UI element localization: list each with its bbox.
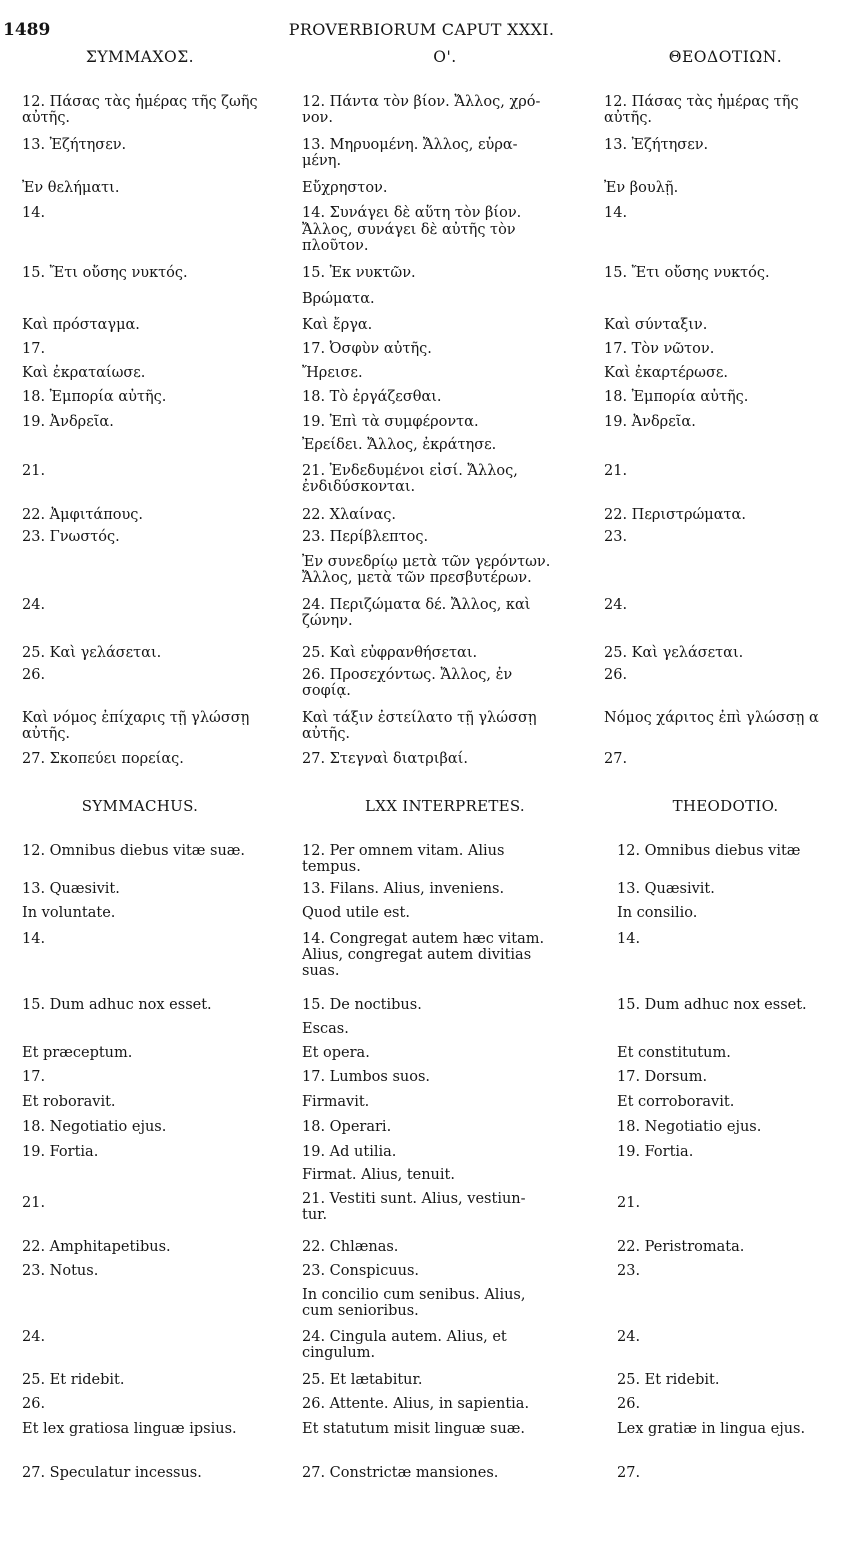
latin-lxx-line: tur.	[302, 1207, 328, 1223]
latin-theodotion-line: 25. Et ridebit.	[617, 1372, 720, 1388]
greek-symmachus-line: 12. Πάσας τὰς ἡμέρας τῆς ζωῆς	[22, 94, 258, 110]
greek-theodotion-line: 22. Περιστρώματα.	[604, 507, 746, 523]
latin-lxx-line: 23. Conspicuus.	[302, 1263, 420, 1279]
latin-theodotion-line: 22. Peristromata.	[617, 1239, 745, 1255]
greek-symmachus-line: Καὶ πρόσταγμα.	[22, 317, 140, 333]
greek-theodotion-line: 27.	[604, 751, 628, 767]
page-number: 1489	[3, 20, 51, 40]
latin-theodotion-line: 21.	[617, 1195, 641, 1211]
latin-lxx-line: cum senioribus.	[302, 1303, 419, 1319]
latin-theodotion-line: 14.	[617, 931, 641, 947]
greek-theodotion-line: 23.	[604, 529, 628, 545]
greek-theodotion-line: 24.	[604, 597, 628, 613]
latin-theodotion-line: 26.	[617, 1396, 641, 1412]
greek-lxx-line: 13. Μηρυομένη. Ἄλλος, εὑρα-	[302, 137, 518, 153]
greek-heading-theodotion: ΘΕΟΔΟΤΙΩΝ.	[668, 48, 783, 66]
greek-lxx-line: 23. Περίβλεπτος.	[302, 529, 429, 545]
greek-symmachus-line: Ἐν θελήματι.	[22, 180, 120, 196]
latin-symmachus-line: 19. Fortia.	[22, 1144, 99, 1160]
greek-lxx-line: Ἄλλος, μετὰ τῶν πρεσβυτέρων.	[302, 570, 532, 586]
latin-symmachus-line: In voluntate.	[22, 905, 116, 921]
greek-symmachus-line: Καὶ νόμος ἐπίχαρις τῇ γλώσσῃ	[22, 710, 250, 726]
greek-theodotion-line: αὐτῆς.	[604, 110, 653, 126]
greek-symmachus-line: Καὶ ἐκραταίωσε.	[22, 365, 146, 381]
greek-lxx-line: πλοῦτον.	[302, 238, 369, 254]
latin-symmachus-line: 14.	[22, 931, 46, 947]
greek-lxx-line: 15. Ἐκ νυκτῶν.	[302, 265, 416, 281]
latin-theodotion-line: Et corroboravit.	[617, 1094, 735, 1110]
latin-theodotion-line: 27.	[617, 1465, 641, 1481]
greek-lxx-line: Εὔχρηστον.	[302, 180, 388, 196]
greek-symmachus-line: 18. Ἐμπορία αὐτῆς.	[22, 389, 167, 405]
latin-lxx-line: Quod utile est.	[302, 905, 410, 921]
latin-lxx-line: In concilio cum senibus. Alius,	[302, 1287, 526, 1303]
latin-theodotion-line: 15. Dum adhuc nox esset.	[617, 997, 807, 1013]
greek-theodotion-line: 18. Ἐμπορία αὐτῆς.	[604, 389, 749, 405]
latin-lxx-line: suas.	[302, 963, 340, 979]
greek-theodotion-line: 25. Καὶ γελάσεται.	[604, 645, 744, 661]
greek-symmachus-line: 13. Ἐζήτησεν.	[22, 137, 127, 153]
greek-symmachus-line: αὐτῆς.	[22, 110, 71, 126]
latin-symmachus-line: 22. Amphitapetibus.	[22, 1239, 171, 1255]
greek-lxx-line: ζώνην.	[302, 613, 353, 629]
latin-heading-theodotion: THEODOTIO.	[672, 797, 779, 815]
greek-theodotion-line: 12. Πάσας τὰς ἡμέρας τῆς	[604, 94, 799, 110]
greek-lxx-line: 19. Ἐπὶ τὰ συμφέροντα.	[302, 414, 479, 430]
greek-symmachus-line: 26.	[22, 667, 46, 683]
latin-lxx-line: 19. Ad utilia.	[302, 1144, 397, 1160]
greek-lxx-line: Ἐρείδει. Ἄλλος, ἐκράτησε.	[302, 437, 497, 453]
latin-symmachus-line: 18. Negotiatio ejus.	[22, 1119, 167, 1135]
greek-symmachus-line: 23. Γνωστός.	[22, 529, 120, 545]
greek-lxx-line: 17. Ὀσφὺν αὐτῆς.	[302, 341, 432, 357]
greek-symmachus-line: 17.	[22, 341, 46, 357]
greek-lxx-line: Ἐν συνεδρίῳ μετὰ τῶν γερόντων.	[302, 554, 551, 570]
latin-lxx-line: Firmavit.	[302, 1094, 370, 1110]
greek-theodotion-line: Νόμος χάριτος ἐπὶ γλώσσῃ α	[604, 710, 819, 726]
latin-symmachus-line: 27. Speculatur incessus.	[22, 1465, 202, 1481]
greek-lxx-line: 25. Καὶ εὐφρανθήσεται.	[302, 645, 478, 661]
latin-lxx-line: 13. Filans. Alius, inveniens.	[302, 881, 505, 897]
greek-theodotion-line: 14.	[604, 205, 628, 221]
latin-symmachus-line: 13. Quæsivit.	[22, 881, 120, 897]
greek-lxx-line: 14. Συνάγει δὲ αὕτη τὸν βίον.	[302, 205, 522, 221]
greek-symmachus-line: αὐτῆς.	[22, 726, 71, 742]
latin-theodotion-line: 23.	[617, 1263, 641, 1279]
latin-lxx-line: 25. Et lætabitur.	[302, 1372, 423, 1388]
greek-theodotion-line: 15. Ἔτι οὔσης νυκτός.	[604, 265, 770, 281]
latin-lxx-line: 18. Operari.	[302, 1119, 392, 1135]
greek-heading-lxx: Ο'.	[433, 48, 457, 66]
greek-lxx-line: 27. Στεγναὶ διατριβαί.	[302, 751, 468, 767]
latin-symmachus-line: 12. Omnibus diebus vitæ suæ.	[22, 843, 246, 859]
latin-symmachus-line: 25. Et ridebit.	[22, 1372, 125, 1388]
latin-lxx-line: 24. Cingula autem. Alius, et	[302, 1329, 507, 1345]
greek-lxx-line: 26. Προσεχόντως. Ἄλλος, ἐν	[302, 667, 513, 683]
latin-lxx-line: 21. Vestiti sunt. Alius, vestiun-	[302, 1191, 526, 1207]
latin-lxx-line: tempus.	[302, 859, 361, 875]
greek-theodotion-line: Καὶ σύνταξιν.	[604, 317, 708, 333]
latin-lxx-line: Firmat. Alius, tenuit.	[302, 1167, 455, 1183]
latin-symmachus-line: 24.	[22, 1329, 46, 1345]
latin-symmachus-line: 26.	[22, 1396, 46, 1412]
latin-lxx-line: Alius, congregat autem divitias	[302, 947, 532, 963]
greek-heading-symmachus: ΣΥΜΜΑΧΟΣ.	[85, 48, 195, 66]
latin-symmachus-line: 15. Dum adhuc nox esset.	[22, 997, 212, 1013]
running-title: PROVERBIORUM CAPUT XXXI.	[288, 20, 555, 39]
latin-heading-symmachus: SYMMACHUS.	[81, 797, 199, 815]
latin-theodotion-line: 13. Quæsivit.	[617, 881, 715, 897]
latin-theodotion-line: 17. Dorsum.	[617, 1069, 708, 1085]
latin-symmachus-line: 21.	[22, 1195, 46, 1211]
greek-symmachus-line: 15. Ἔτι οὔσης νυκτός.	[22, 265, 188, 281]
latin-lxx-line: cingulum.	[302, 1345, 376, 1361]
greek-symmachus-line: 24.	[22, 597, 46, 613]
greek-symmachus-line: 14.	[22, 205, 46, 221]
greek-theodotion-line: 21.	[604, 463, 628, 479]
latin-lxx-line: Et statutum misit linguæ suæ.	[302, 1421, 526, 1437]
greek-lxx-line: Καὶ τάξιν ἐστείλατο τῇ γλώσσῃ	[302, 710, 537, 726]
latin-theodotion-line: 24.	[617, 1329, 641, 1345]
greek-lxx-line: σοφίᾳ.	[302, 683, 351, 699]
latin-symmachus-line: Et præceptum.	[22, 1045, 133, 1061]
latin-theodotion-line: In consilio.	[617, 905, 698, 921]
greek-theodotion-line: 17. Τὸν νῶτον.	[604, 341, 715, 357]
greek-lxx-line: Ἤρεισε.	[302, 365, 363, 381]
greek-lxx-line: 21. Ἐνδεδυμένοι εἰσί. Ἄλλος,	[302, 463, 518, 479]
greek-lxx-line: μένη.	[302, 153, 342, 169]
latin-symmachus-line: 17.	[22, 1069, 46, 1085]
latin-lxx-line: 17. Lumbos suos.	[302, 1069, 431, 1085]
greek-theodotion-line: Καὶ ἐκαρτέρωσε.	[604, 365, 728, 381]
latin-lxx-line: Escas.	[302, 1021, 349, 1037]
greek-symmachus-line: 27. Σκοπεύει πορείας.	[22, 751, 184, 767]
latin-lxx-line: Et opera.	[302, 1045, 370, 1061]
greek-lxx-line: Ἄλλος, συνάγει δὲ αὐτῆς τὸν	[302, 222, 516, 238]
greek-lxx-line: 24. Περιζώματα δέ. Ἄλλος, καὶ	[302, 597, 531, 613]
greek-lxx-line: νον.	[302, 110, 333, 126]
greek-theodotion-line: 26.	[604, 667, 628, 683]
latin-theodotion-line: Et constitutum.	[617, 1045, 731, 1061]
greek-symmachus-line: 19. Ἀνδρεῖα.	[22, 414, 114, 430]
latin-lxx-line: 15. De noctibus.	[302, 997, 422, 1013]
latin-lxx-line: 12. Per omnem vitam. Alius	[302, 843, 505, 859]
greek-lxx-line: Καὶ ἔργα.	[302, 317, 373, 333]
latin-theodotion-line: 19. Fortia.	[617, 1144, 694, 1160]
latin-heading-lxx: LXX INTERPRETES.	[365, 797, 525, 815]
greek-lxx-line: Βρώματα.	[302, 291, 375, 307]
greek-lxx-line: 18. Τὸ ἐργάζεσθαι.	[302, 389, 442, 405]
latin-theodotion-line: 12. Omnibus diebus vitæ	[617, 843, 801, 859]
greek-theodotion-line: 13. Ἐζήτησεν.	[604, 137, 709, 153]
greek-lxx-line: 22. Χλαίνας.	[302, 507, 396, 523]
latin-lxx-line: 14. Congregat autem hæc vitam.	[302, 931, 545, 947]
greek-symmachus-line: 21.	[22, 463, 46, 479]
greek-lxx-line: αὐτῆς.	[302, 726, 351, 742]
latin-theodotion-line: 18. Negotiatio ejus.	[617, 1119, 762, 1135]
latin-symmachus-line: 23. Notus.	[22, 1263, 99, 1279]
latin-lxx-line: 22. Chlænas.	[302, 1239, 399, 1255]
latin-lxx-line: 26. Attente. Alius, in sapientia.	[302, 1396, 530, 1412]
latin-lxx-line: 27. Constrictæ mansiones.	[302, 1465, 499, 1481]
greek-lxx-line: 12. Πάντα τὸν βίον. Ἄλλος, χρό-	[302, 94, 541, 110]
greek-symmachus-line: 22. Ἀμφιτάπους.	[22, 507, 144, 523]
greek-theodotion-line: Ἐν βουλῇ.	[604, 180, 679, 196]
greek-theodotion-line: 19. Ἀνδρεῖα.	[604, 414, 696, 430]
latin-symmachus-line: Et roboravit.	[22, 1094, 116, 1110]
greek-lxx-line: ἐνδιδύσκονται.	[302, 479, 416, 495]
greek-symmachus-line: 25. Καὶ γελάσεται.	[22, 645, 162, 661]
latin-theodotion-line: Lex gratiæ in lingua ejus.	[617, 1421, 806, 1437]
latin-symmachus-line: Et lex gratiosa linguæ ipsius.	[22, 1421, 237, 1437]
